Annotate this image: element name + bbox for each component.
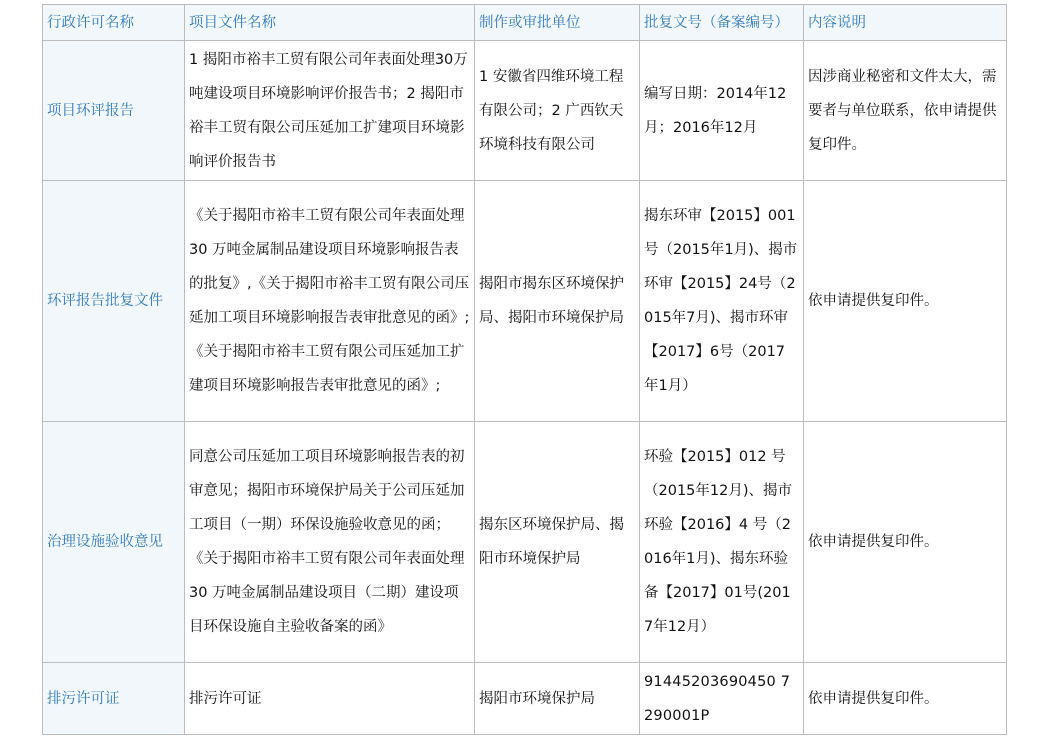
header-description: 内容说明 bbox=[804, 5, 1007, 41]
table-row bbox=[43, 663, 1007, 735]
approval-text: 环验【2015】012 号（2015年12月)、揭市环验【2016】4 号（2016年1月)、揭东环验备【2017】01号(2017年12月） bbox=[644, 449, 793, 635]
header-permit-name: 行政许可名称 bbox=[43, 5, 185, 41]
unit-cell bbox=[475, 181, 640, 422]
note-text: 依申请提供复印件。 bbox=[808, 293, 939, 309]
note-cell bbox=[804, 663, 1007, 735]
table-header-row bbox=[43, 5, 1007, 41]
file-name-cell bbox=[185, 663, 475, 735]
unit-cell bbox=[475, 41, 640, 181]
header-approval-no: 批复文号（备案编号） bbox=[640, 5, 804, 41]
approval-text: 揭东环审【2015】001号（2015年1月)、揭市环审【2015】24号（2015年7月)、揭市环审【2017】6号（2017年1月） bbox=[644, 208, 798, 394]
unit-text: 揭阳市揭东区环境保护局、揭阳市环境保护局 bbox=[479, 276, 624, 326]
file-name-text: 同意公司压延加工项目环境影响报告表的初审意见；揭阳市环境保护局关于公司压延加工项目（一期）环保设施验收意见的函；《关于揭阳市裕丰工贸有限公司年表面处理 30 万吨金属制品建设项目（二期）建设项目环保设施自主验收备案的函》 bbox=[189, 449, 465, 635]
table-row bbox=[43, 422, 1007, 663]
note-cell bbox=[804, 181, 1007, 422]
file-name-cell bbox=[185, 422, 475, 663]
note-cell bbox=[804, 41, 1007, 181]
header-unit: 制作或审批单位 bbox=[475, 5, 640, 41]
unit-cell bbox=[475, 422, 640, 663]
permit-name-cell: 治理设施验收意见 bbox=[43, 422, 185, 663]
header-file-name: 项目文件名称 bbox=[185, 5, 475, 41]
file-name-text: 排污许可证 bbox=[189, 690, 262, 707]
approval-cell bbox=[640, 41, 804, 181]
approval-text: 编写日期：2014年12月；2016年12月 bbox=[644, 85, 787, 136]
table-row bbox=[43, 181, 1007, 422]
approval-cell bbox=[640, 422, 804, 663]
permit-name-cell: 项目环评报告 bbox=[43, 41, 185, 181]
note-text: 依申请提供复印件。 bbox=[808, 690, 939, 707]
unit-text: 1 安徽省四维环境工程有限公司；2 广西钦天环境科技有限公司 bbox=[479, 68, 624, 153]
approval-text: 91445203690450 7290001P bbox=[644, 673, 791, 724]
file-name-cell bbox=[185, 181, 475, 422]
file-name-text: 《关于揭阳市裕丰工贸有限公司年表面处理 30 万吨金属制品建设项目环境影响报告表的批复》,《关于揭阳市裕丰工贸有限公司压延加工项目环境影响报告表审批意见的函》;《关于揭阳市裕丰工贸有限公司压延加工扩建项目环境影响报告表审批意见的函》; bbox=[189, 208, 470, 394]
file-name-cell bbox=[185, 41, 475, 181]
approval-cell bbox=[640, 181, 804, 422]
approval-cell bbox=[640, 663, 804, 735]
note-text: 依申请提供复印件。 bbox=[808, 534, 939, 550]
unit-text: 揭阳市环境保护局 bbox=[479, 690, 595, 707]
unit-cell bbox=[475, 663, 640, 735]
unit-text: 揭东区环境保护局、揭阳市环境保护局 bbox=[479, 517, 624, 567]
note-cell bbox=[804, 422, 1007, 663]
note-text: 因涉商业秘密和文件太大，需要者与单位联系，依申请提供复印件。 bbox=[808, 68, 997, 153]
table-row bbox=[43, 41, 1007, 181]
file-name-text: 1 揭阳市裕丰工贸有限公司年表面处理30万吨建设项目环境影响评价报告书；2 揭阳市裕丰工贸有限公司压延加工扩建项目环境影响评价报告书 bbox=[189, 51, 468, 170]
permit-name-cell: 环评报告批复文件 bbox=[43, 181, 185, 422]
permit-table bbox=[42, 4, 1007, 735]
permit-table-container bbox=[42, 4, 1007, 735]
permit-name-cell: 排污许可证 bbox=[43, 663, 185, 735]
